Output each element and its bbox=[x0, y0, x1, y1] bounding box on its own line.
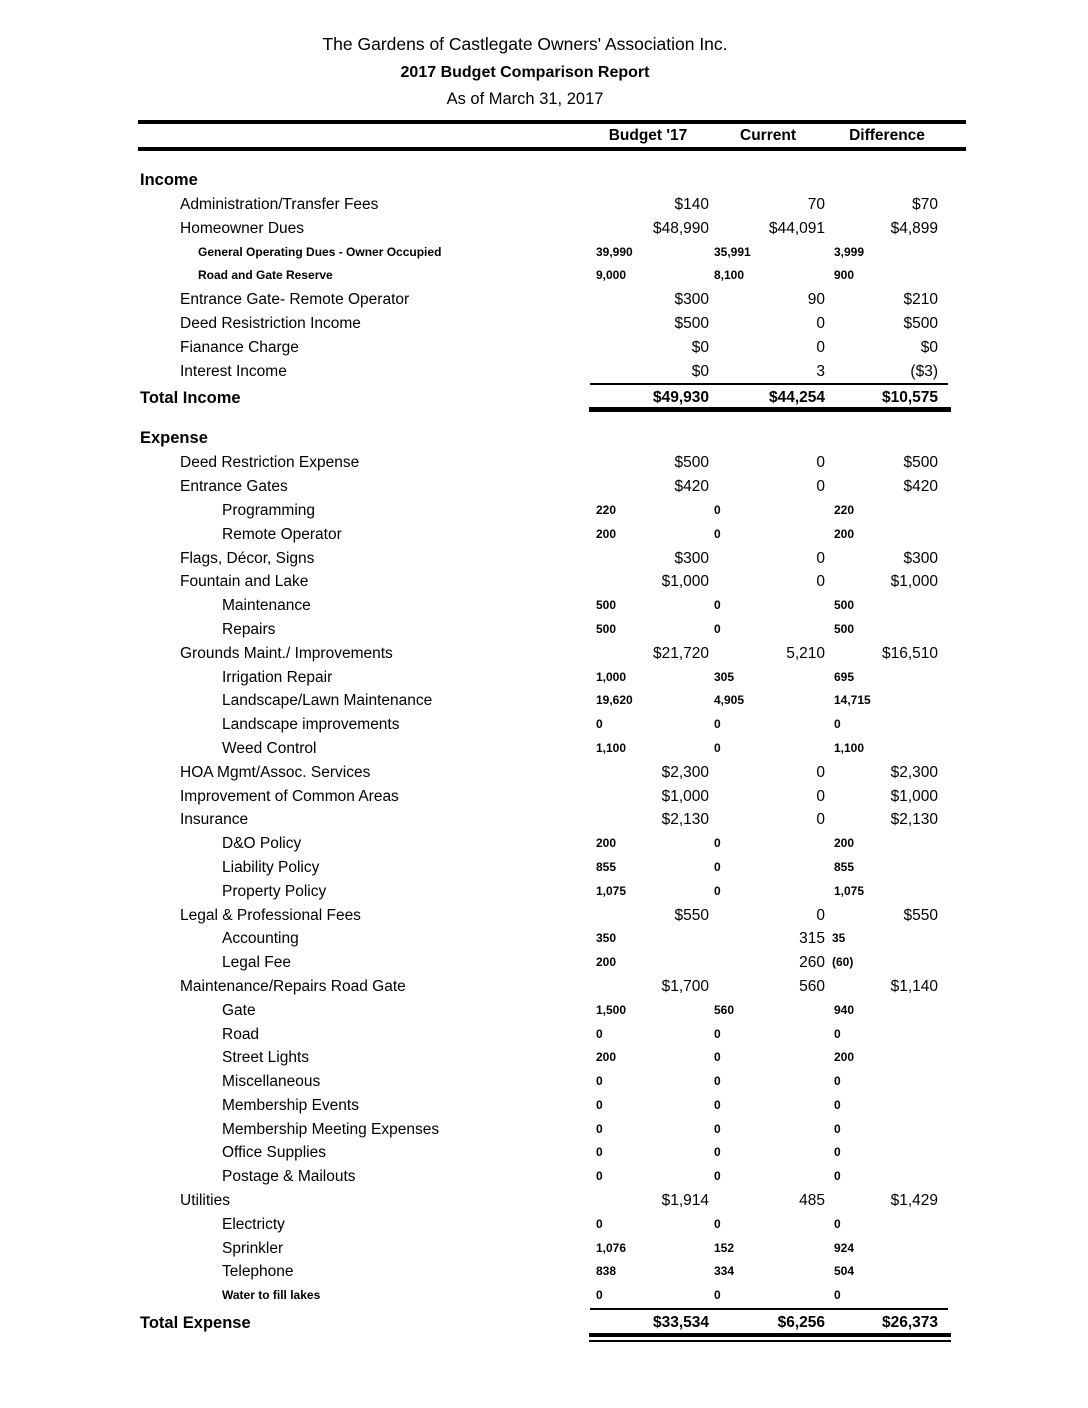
current-value: $44,091 bbox=[768, 219, 825, 237]
table-row bbox=[0, 499, 1088, 523]
row-label: Sprinkler bbox=[222, 1239, 284, 1257]
table-row bbox=[0, 856, 1088, 880]
row-label: Administration/Transfer Fees bbox=[180, 196, 379, 213]
difference-value: $1,000 bbox=[890, 787, 938, 805]
total-row bbox=[0, 1308, 1088, 1342]
current-value: 560 bbox=[714, 1002, 735, 1017]
row-label: Legal & Professional Fees bbox=[180, 906, 361, 924]
budget-value: $500 bbox=[674, 454, 709, 472]
table-row bbox=[0, 264, 1088, 288]
current-value: 0 bbox=[816, 549, 825, 567]
current-value: 0 bbox=[714, 740, 721, 755]
row-label: Repairs bbox=[222, 620, 276, 638]
difference-value: 200 bbox=[834, 836, 855, 851]
difference-value: 200 bbox=[834, 526, 855, 541]
table-row bbox=[0, 761, 1088, 785]
budget-value: 855 bbox=[596, 859, 617, 874]
table-row bbox=[0, 642, 1088, 666]
difference-value: $500 bbox=[903, 454, 938, 472]
budget-value: $140 bbox=[674, 196, 709, 213]
table-row bbox=[0, 336, 1088, 360]
table-row bbox=[0, 999, 1088, 1023]
current-value: 0 bbox=[714, 1026, 721, 1041]
row-label: Landscape improvements bbox=[222, 716, 400, 734]
row-label: Property Policy bbox=[222, 882, 327, 900]
current-value: 0 bbox=[816, 314, 825, 332]
budget-value: 200 bbox=[596, 1050, 617, 1065]
current-value: 0 bbox=[816, 573, 825, 591]
current-value: 315 bbox=[799, 930, 825, 948]
table-row bbox=[0, 975, 1088, 999]
difference-value: 504 bbox=[834, 1264, 855, 1279]
row-label: Accounting bbox=[222, 930, 299, 948]
row-label: Maintenance/Repairs Road Gate bbox=[180, 977, 406, 995]
table-row bbox=[0, 1165, 1088, 1189]
total-label: Total Income bbox=[140, 389, 241, 408]
column-header-current: Current bbox=[740, 127, 796, 144]
row-label: Liability Policy bbox=[222, 858, 320, 876]
budget-value: 0 bbox=[596, 1145, 603, 1160]
difference-value: 200 bbox=[834, 1050, 855, 1065]
difference-value: 0 bbox=[834, 1288, 841, 1303]
table-row bbox=[0, 666, 1088, 690]
table-row bbox=[0, 713, 1088, 737]
report-body bbox=[0, 167, 1088, 1342]
budget-value: 0 bbox=[596, 1169, 603, 1184]
difference-value: 855 bbox=[834, 859, 855, 874]
difference-value: 220 bbox=[834, 502, 855, 517]
table-row bbox=[0, 1189, 1088, 1213]
current-value: 0 bbox=[714, 1097, 721, 1112]
current-value: 0 bbox=[714, 598, 721, 613]
row-label: Fountain and Lake bbox=[180, 573, 309, 591]
table-row bbox=[0, 1046, 1088, 1070]
difference-value: ($3) bbox=[910, 362, 938, 380]
budget-value: $0 bbox=[691, 362, 709, 380]
table-row bbox=[0, 808, 1088, 832]
difference-value: 0 bbox=[834, 1145, 841, 1160]
budget-value: 1,075 bbox=[596, 883, 627, 898]
table-row bbox=[0, 1118, 1088, 1142]
current-value: 0 bbox=[714, 502, 721, 517]
current-value: 0 bbox=[714, 1169, 721, 1184]
table-row bbox=[0, 689, 1088, 713]
budget-value: 0 bbox=[596, 1288, 603, 1303]
table-row bbox=[0, 217, 1088, 241]
row-label: Interest Income bbox=[180, 362, 287, 380]
current-value: 0 bbox=[816, 763, 825, 781]
budget-value: 500 bbox=[596, 598, 617, 613]
current-value: 0 bbox=[714, 1145, 721, 1160]
row-label: Water to fill lakes bbox=[222, 1288, 321, 1303]
current-value: 4,905 bbox=[714, 693, 745, 708]
row-label: Deed Resistriction Income bbox=[180, 314, 361, 332]
table-row bbox=[0, 547, 1088, 571]
budget-value: 200 bbox=[596, 526, 617, 541]
difference-value: 0 bbox=[834, 1026, 841, 1041]
row-label: General Operating Dues - Owner Occupied bbox=[198, 244, 442, 259]
section-heading-label: Expense bbox=[140, 429, 208, 448]
current-value: 0 bbox=[714, 1121, 721, 1136]
header-rule-bottom bbox=[138, 147, 966, 151]
section-heading-label: Income bbox=[140, 171, 198, 189]
current-value: 3 bbox=[816, 362, 825, 380]
budget-value: 19,620 bbox=[596, 693, 633, 708]
current-value: 70 bbox=[807, 196, 825, 213]
budget-value: $550 bbox=[674, 906, 709, 924]
budget-value: $300 bbox=[674, 291, 709, 309]
total-difference-value: $10,575 bbox=[881, 389, 938, 407]
column-header-budget: Budget '17 bbox=[608, 127, 688, 144]
table-row bbox=[0, 618, 1088, 642]
row-label: Telephone bbox=[222, 1263, 294, 1281]
row-label: Postage & Mailouts bbox=[222, 1168, 356, 1186]
difference-value: 0 bbox=[834, 1216, 841, 1231]
row-label: Membership Meeting Expenses bbox=[222, 1120, 440, 1138]
budget-value: $1,914 bbox=[661, 1192, 709, 1210]
total-row bbox=[0, 383, 1088, 413]
total-double-rule-top bbox=[589, 1333, 951, 1337]
current-value: 152 bbox=[714, 1240, 735, 1255]
budget-value: 0 bbox=[596, 717, 603, 732]
budget-value: 0 bbox=[596, 1216, 603, 1231]
row-label: Remote Operator bbox=[222, 525, 342, 543]
difference-value: $210 bbox=[903, 291, 938, 309]
difference-value: 0 bbox=[834, 717, 841, 732]
row-label: Miscellaneous bbox=[222, 1073, 321, 1091]
budget-value: 1,076 bbox=[596, 1240, 627, 1255]
budget-value: $2,130 bbox=[661, 811, 709, 829]
row-label: Office Supplies bbox=[222, 1144, 326, 1162]
current-value: 334 bbox=[714, 1264, 735, 1279]
section-heading-row bbox=[0, 425, 1088, 451]
difference-value: $0 bbox=[920, 338, 938, 356]
difference-value: 940 bbox=[834, 1002, 855, 1017]
difference-value: 35 bbox=[832, 931, 846, 946]
current-value: 0 bbox=[816, 478, 825, 496]
current-value: 0 bbox=[816, 787, 825, 805]
budget-value: $48,990 bbox=[652, 219, 709, 237]
current-value: 0 bbox=[714, 1216, 721, 1231]
budget-value: 1,500 bbox=[596, 1002, 627, 1017]
row-label: Grounds Maint./ Improvements bbox=[180, 644, 393, 662]
row-label: Street Lights bbox=[222, 1049, 310, 1067]
row-label: Improvement of Common Areas bbox=[180, 787, 399, 805]
table-row bbox=[0, 312, 1088, 336]
table-row bbox=[0, 288, 1088, 312]
budget-value: $500 bbox=[674, 314, 709, 332]
row-label: Programming bbox=[222, 501, 316, 519]
table-row bbox=[0, 475, 1088, 499]
current-value: 5,210 bbox=[786, 644, 825, 662]
budget-value: $1,000 bbox=[661, 573, 709, 591]
total-budget-value: $49,930 bbox=[652, 389, 709, 407]
row-label: Road bbox=[222, 1025, 260, 1043]
row-label: HOA Mgmt/Assoc. Services bbox=[180, 763, 371, 781]
difference-value: 14,715 bbox=[834, 693, 871, 708]
row-label: Legal Fee bbox=[222, 954, 291, 972]
current-value: 260 bbox=[799, 954, 825, 972]
difference-value: (60) bbox=[832, 955, 854, 970]
row-label: Entrance Gates bbox=[180, 478, 288, 496]
difference-value: $500 bbox=[903, 314, 938, 332]
row-label: Membership Events bbox=[222, 1096, 359, 1114]
current-value: 0 bbox=[714, 836, 721, 851]
total-current-value: $6,256 bbox=[777, 1314, 825, 1332]
difference-value: 500 bbox=[834, 621, 855, 636]
table-row bbox=[0, 927, 1088, 951]
row-label: Utilities bbox=[180, 1192, 230, 1210]
budget-value: 0 bbox=[596, 1121, 603, 1136]
budget-value: 9,000 bbox=[596, 268, 627, 283]
budget-value: 1,100 bbox=[596, 740, 627, 755]
budget-value: $300 bbox=[674, 549, 709, 567]
row-label: Maintenance bbox=[222, 597, 311, 615]
row-label: Gate bbox=[222, 1001, 256, 1019]
row-label: Entrance Gate- Remote Operator bbox=[180, 291, 410, 309]
budget-value: 0 bbox=[596, 1097, 603, 1112]
current-value: 305 bbox=[714, 669, 735, 684]
budget-value: $420 bbox=[674, 478, 709, 496]
budget-value: 500 bbox=[596, 621, 617, 636]
row-label: Electricty bbox=[222, 1215, 285, 1233]
table-row bbox=[0, 1213, 1088, 1237]
row-label: Landscape/Lawn Maintenance bbox=[222, 692, 433, 710]
total-current-value: $44,254 bbox=[768, 389, 825, 407]
difference-value: 1,100 bbox=[834, 740, 865, 755]
total-double-rule-bottom bbox=[589, 1340, 951, 1342]
difference-value: $70 bbox=[912, 196, 938, 213]
table-row bbox=[0, 1237, 1088, 1261]
column-header-difference: Difference bbox=[849, 127, 925, 144]
table-row bbox=[0, 523, 1088, 547]
table-row bbox=[0, 785, 1088, 809]
row-label: Deed Restriction Expense bbox=[180, 454, 360, 472]
difference-value: 924 bbox=[834, 1240, 855, 1255]
difference-value: 0 bbox=[834, 1097, 841, 1112]
row-label: Weed Control bbox=[222, 739, 317, 757]
budget-value: 220 bbox=[596, 502, 617, 517]
column-header-row bbox=[0, 124, 1088, 147]
current-value: 0 bbox=[816, 338, 825, 356]
row-label: Insurance bbox=[180, 811, 249, 829]
budget-value: $2,300 bbox=[661, 763, 709, 781]
table-row bbox=[0, 594, 1088, 618]
difference-value: $1,140 bbox=[890, 977, 938, 995]
difference-value: 1,075 bbox=[834, 883, 865, 898]
table-row bbox=[0, 1094, 1088, 1118]
table-row bbox=[0, 570, 1088, 594]
current-value: 0 bbox=[714, 859, 721, 874]
table-row bbox=[0, 737, 1088, 761]
page-title: The Gardens of Castlegate Owners' Association Inc. bbox=[322, 34, 728, 54]
current-value: 0 bbox=[816, 454, 825, 472]
table-row bbox=[0, 241, 1088, 265]
total-difference-value: $26,373 bbox=[881, 1314, 938, 1332]
difference-value: $2,130 bbox=[890, 811, 938, 829]
current-value: 0 bbox=[714, 883, 721, 898]
total-budget-value: $33,534 bbox=[652, 1314, 709, 1332]
row-label: Flags, Décor, Signs bbox=[180, 549, 315, 567]
table-row bbox=[0, 880, 1088, 904]
table-row bbox=[0, 1023, 1088, 1047]
current-value: 0 bbox=[816, 811, 825, 829]
table-row bbox=[0, 360, 1088, 384]
current-value: 560 bbox=[799, 977, 825, 995]
difference-value: $16,510 bbox=[881, 644, 938, 662]
current-value: 35,991 bbox=[714, 244, 751, 259]
row-label: Irrigation Repair bbox=[222, 668, 333, 686]
budget-value: 200 bbox=[596, 955, 617, 970]
current-value: 0 bbox=[714, 621, 721, 636]
difference-value: $1,000 bbox=[890, 573, 938, 591]
budget-value: 200 bbox=[596, 836, 617, 851]
table-row bbox=[0, 1141, 1088, 1165]
row-label: Fianance Charge bbox=[180, 338, 299, 356]
total-label: Total Expense bbox=[140, 1314, 251, 1333]
budget-value: 0 bbox=[596, 1074, 603, 1089]
current-value: 485 bbox=[799, 1192, 825, 1210]
table-row bbox=[0, 193, 1088, 217]
difference-value: $4,899 bbox=[890, 219, 938, 237]
difference-value: $300 bbox=[903, 549, 938, 567]
budget-value: $21,720 bbox=[652, 644, 709, 662]
budget-value: 350 bbox=[596, 931, 617, 946]
difference-value: 900 bbox=[834, 268, 855, 283]
report-date: As of March 31, 2017 bbox=[446, 90, 604, 108]
difference-value: 500 bbox=[834, 598, 855, 613]
current-value: 0 bbox=[816, 906, 825, 924]
difference-value: 0 bbox=[834, 1074, 841, 1089]
difference-value: $1,429 bbox=[890, 1192, 938, 1210]
table-row bbox=[0, 904, 1088, 928]
total-rule-top bbox=[590, 1308, 948, 1310]
row-label: D&O Policy bbox=[222, 835, 302, 853]
total-rule-top bbox=[590, 383, 948, 385]
current-value: 0 bbox=[714, 1074, 721, 1089]
report-header bbox=[0, 0, 1050, 112]
table-row bbox=[0, 1260, 1088, 1284]
table-row bbox=[0, 1070, 1088, 1094]
difference-value: 0 bbox=[834, 1169, 841, 1184]
difference-value: 695 bbox=[834, 669, 855, 684]
table-row bbox=[0, 832, 1088, 856]
budget-value: $1,700 bbox=[661, 977, 709, 995]
budget-value: $0 bbox=[691, 338, 709, 356]
difference-value: 3,999 bbox=[834, 244, 865, 259]
report-subtitle: 2017 Budget Comparison Report bbox=[400, 64, 650, 81]
budget-value: 1,000 bbox=[596, 669, 627, 684]
budget-value: 39,990 bbox=[596, 244, 633, 259]
row-label: Homeowner Dues bbox=[180, 219, 305, 237]
current-value: 0 bbox=[714, 1050, 721, 1065]
table-row bbox=[0, 1284, 1088, 1308]
current-value: 90 bbox=[807, 291, 825, 309]
current-value: 0 bbox=[714, 526, 721, 541]
current-value: 0 bbox=[714, 717, 721, 732]
budget-value: $1,000 bbox=[661, 787, 709, 805]
difference-value: 0 bbox=[834, 1121, 841, 1136]
section-heading-row bbox=[0, 167, 1088, 193]
budget-value: 838 bbox=[596, 1264, 617, 1279]
difference-value: $2,300 bbox=[890, 763, 938, 781]
table-row bbox=[0, 951, 1088, 975]
difference-value: $550 bbox=[903, 906, 938, 924]
current-value: 0 bbox=[714, 1288, 721, 1303]
table-row bbox=[0, 451, 1088, 475]
budget-value: 0 bbox=[596, 1026, 603, 1041]
difference-value: $420 bbox=[903, 478, 938, 496]
row-label: Road and Gate Reserve bbox=[198, 268, 333, 283]
total-thick-rule bbox=[589, 407, 951, 412]
current-value: 8,100 bbox=[714, 268, 745, 283]
